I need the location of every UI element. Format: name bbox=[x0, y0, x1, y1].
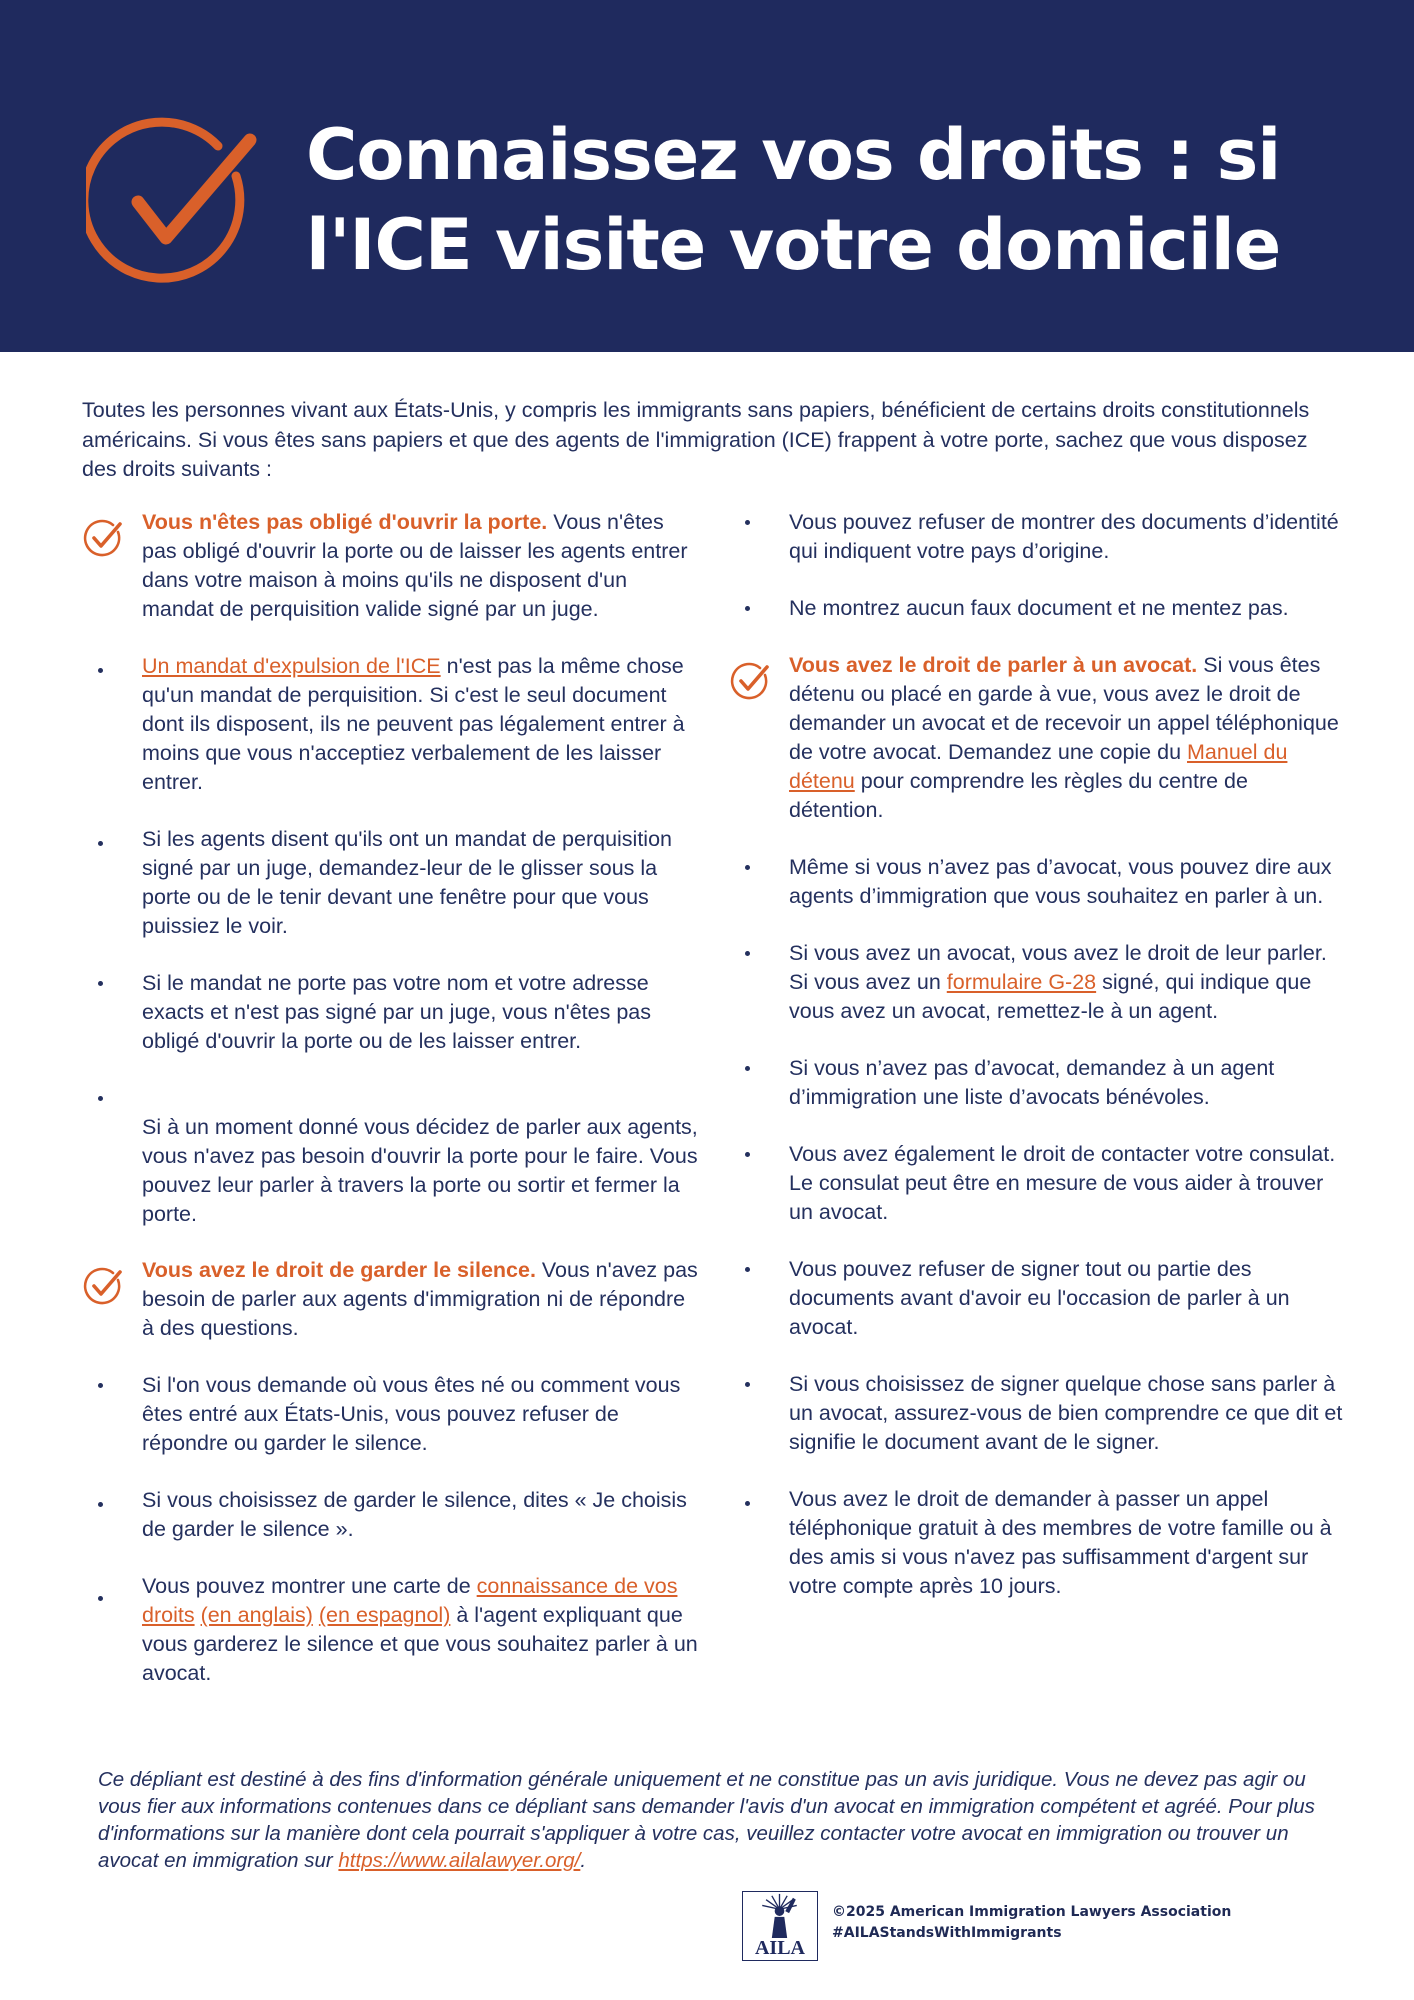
list-item bbox=[727, 1370, 1347, 1457]
intro-paragraph: Toutes les personnes vivant aux États-Unis, y compris les immigrants sans papiers, bénéficient de certains droits constitutionnels américains. Si vous êtes sans papiers et que des agents de l'immigration (ICE) frappent à votre porte, sachez que vous disposez des droits suivants : bbox=[82, 398, 1310, 481]
list-item-text: Ne montrez aucun faux document et ne mentez pas. bbox=[789, 596, 1289, 620]
bullet bbox=[98, 668, 103, 673]
list-item bbox=[80, 1084, 700, 1229]
list-item bbox=[80, 652, 700, 797]
detainee-handbook-link[interactable]: Manuel du détenu bbox=[789, 740, 1288, 793]
list-item-text: Si le mandat ne porte pas votre nom et votre adresse exacts et n'est pas signé par un juge, vous n'êtes pas obligé d'ouvrir la porte ou de les laisser entrer. bbox=[142, 971, 651, 1053]
list-item-text: n'est pas la même chose qu'un mandat de perquisition. Si c'est le seul document dont ils disposent, ils ne peuvent pas légalement entrer à moins que vous n'acceptiez verbalement de les laisser entrer. bbox=[142, 654, 685, 794]
list-item bbox=[727, 853, 1347, 911]
list-item-text: Si l'on vous demande où vous êtes né ou comment vous êtes entré aux États-Unis, vous pouvez refuser de répondre ou garder le silence. bbox=[142, 1373, 681, 1455]
bullet bbox=[745, 1152, 750, 1157]
g28-form-link[interactable]: formulaire G-28 bbox=[946, 970, 1097, 994]
list-item-text: Vous avez également le droit de contacter votre consulat. Le consulat peut être en mesure de vous aider à trouver un avocat. bbox=[789, 1142, 1336, 1224]
bullet bbox=[98, 1502, 103, 1507]
lawyer-heading: Vous avez le droit de parler à un avocat. bbox=[789, 653, 1198, 677]
list-item bbox=[727, 1485, 1347, 1601]
footer bbox=[832, 1902, 1252, 1944]
copyright: ©2025 American Immigration Lawyers Association bbox=[832, 1904, 1232, 1920]
silence-text: Vous n'avez pas besoin de parler aux agents d'immigration ni de répondre à des questions. bbox=[142, 1258, 698, 1340]
list-item-text: Vous pouvez refuser de montrer des documents d’identité qui indiquent votre pays d’origine. bbox=[789, 510, 1339, 563]
bullet bbox=[745, 606, 750, 611]
deportation-order-link[interactable]: Un mandat d'expulsion de l'ICE bbox=[142, 654, 441, 678]
bullet bbox=[98, 981, 103, 986]
disclaimer-text: Ce dépliant est destiné à des fins d'information générale uniquement et ne constitue pas un avis juridique. Vous ne devez pas agir ou vous fier aux informations contenues dans ce dépliant sans demander l'avis d'un avocat en immigration compétent et agréé. Pour plus d'informations sur la manière dont cela pourrait s'appliquer à votre cas, veuillez contacter votre avocat en immigration ou trouver un avocat en immigration sur bbox=[98, 1768, 1315, 1872]
aila-logo bbox=[742, 1891, 818, 1961]
list-item bbox=[80, 825, 700, 941]
bullet bbox=[98, 841, 103, 846]
list-item bbox=[727, 508, 1347, 566]
list-item bbox=[727, 1255, 1347, 1342]
bullet bbox=[745, 951, 750, 956]
lawyer-text: Si vous êtes détenu ou placé en garde à vue, vous avez le droit de demander un avocat et de recevoir un appel téléphonique de votre avocat. Demandez une copie du bbox=[789, 653, 1339, 764]
checkmark-icon bbox=[82, 518, 124, 560]
hashtag: #AILAStandsWithImmigrants bbox=[832, 1925, 1062, 1941]
list-item-text: à l'agent expliquant que vous garderez le silence et que vous souhaitez parler à un avocat. bbox=[142, 1603, 698, 1685]
right-door-section bbox=[80, 508, 700, 624]
list-item bbox=[80, 1486, 700, 1544]
checkmark-icon bbox=[729, 661, 771, 703]
list-item-text: signé, qui indique que vous avez un avocat, remettez-le à un agent. bbox=[789, 970, 1312, 1023]
statue-of-liberty-icon bbox=[743, 1892, 816, 1938]
list-item bbox=[80, 1371, 700, 1458]
checkmark-icon bbox=[82, 1266, 124, 1308]
disclaimer bbox=[98, 1766, 1328, 1874]
list-item-text: Si vous choisissez de garder le silence, dites « Je choisis de garder le silence ». bbox=[142, 1488, 687, 1541]
lawyer-text-end: pour comprendre les règles du centre de détention. bbox=[789, 769, 1248, 822]
silence-heading: Vous avez le droit de garder le silence. bbox=[142, 1258, 536, 1282]
page-title: Connaissez vos droits : si l'ICE visite votre domicile bbox=[306, 114, 1281, 286]
list-item-text: Si vous avez un avocat, vous avez le droit de leur parler. Si vous avez un bbox=[789, 941, 1327, 994]
bullet bbox=[98, 1383, 103, 1388]
list-item-text: Si vous n’avez pas d’avocat, demandez à un agent d’immigration une liste d’avocats bénévoles. bbox=[789, 1056, 1275, 1109]
left-column bbox=[80, 508, 700, 1688]
bullet bbox=[745, 1066, 750, 1071]
english-link[interactable]: (en anglais) bbox=[200, 1603, 313, 1627]
list-item-text: Vous avez le droit de demander à passer un appel téléphonique gratuit à des membres de votre famille ou à des amis si vous n'avez pas suffisamment d'argent sur votre compte après 10 jours. bbox=[789, 1487, 1332, 1598]
list-item-text: Si à un moment donné vous décidez de parler aux agents, vous n'avez pas besoin d'ouvrir la porte pour le faire. Vous pouvez leur parler à travers la porte ou sortir et fermer la porte. bbox=[142, 1115, 698, 1226]
right-column bbox=[727, 508, 1347, 1601]
list-item-text: Même si vous n’avez pas d’avocat, vous pouvez dire aux agents d’immigration que vous souhaitez en parler à un. bbox=[789, 855, 1332, 908]
bullet bbox=[745, 1382, 750, 1387]
know-your-rights-card-link[interactable]: connaissance de vos droits bbox=[142, 1574, 678, 1627]
logo-text: AILA bbox=[754, 1937, 805, 1959]
aila-lawyer-link[interactable]: https://www.ailalawyer.org/ bbox=[338, 1849, 581, 1872]
door-text: Vous n'êtes pas obligé d'ouvrir la porte ou de laisser les agents entrer dans votre maison à moins qu'ils ne disposent d'un mandat de perquisition valide signé par un juge. bbox=[142, 510, 688, 621]
list-item-text: Vous pouvez montrer une carte de bbox=[142, 1574, 477, 1598]
list-item bbox=[727, 1140, 1347, 1227]
list-item bbox=[80, 969, 700, 1056]
checkmark-circle-icon bbox=[86, 116, 262, 292]
bullet bbox=[98, 1096, 103, 1101]
bullet bbox=[745, 1267, 750, 1272]
right-silence-section bbox=[80, 1256, 700, 1343]
bullet bbox=[745, 865, 750, 870]
list-item bbox=[727, 1054, 1347, 1112]
disclaimer-end: . bbox=[580, 1849, 587, 1872]
bullet bbox=[98, 1596, 103, 1601]
list-item bbox=[727, 939, 1347, 1026]
right-lawyer-section bbox=[727, 651, 1347, 825]
spanish-link[interactable]: (en espagnol) bbox=[318, 1603, 451, 1627]
list-item-text: Si vous choisissez de signer quelque chose sans parler à un avocat, assurez-vous de bien comprendre ce que dit et signifie le document avant de le signer. bbox=[789, 1372, 1343, 1454]
bullet bbox=[745, 1501, 750, 1506]
door-heading: Vous n'êtes pas obligé d'ouvrir la porte. bbox=[142, 510, 548, 534]
list-item-text: Si les agents disent qu'ils ont un mandat de perquisition signé par un juge, demandez-leur de le glisser sous la porte ou de le tenir devant une fenêtre pour que vous puissiez le voir. bbox=[142, 827, 672, 938]
list-item bbox=[727, 594, 1347, 623]
list-item bbox=[80, 1572, 700, 1688]
bullet bbox=[745, 520, 750, 525]
list-item-text: Vous pouvez refuser de signer tout ou partie des documents avant d'avoir eu l'occasion de parler à un avocat. bbox=[789, 1257, 1290, 1339]
header-banner bbox=[0, 0, 1414, 352]
